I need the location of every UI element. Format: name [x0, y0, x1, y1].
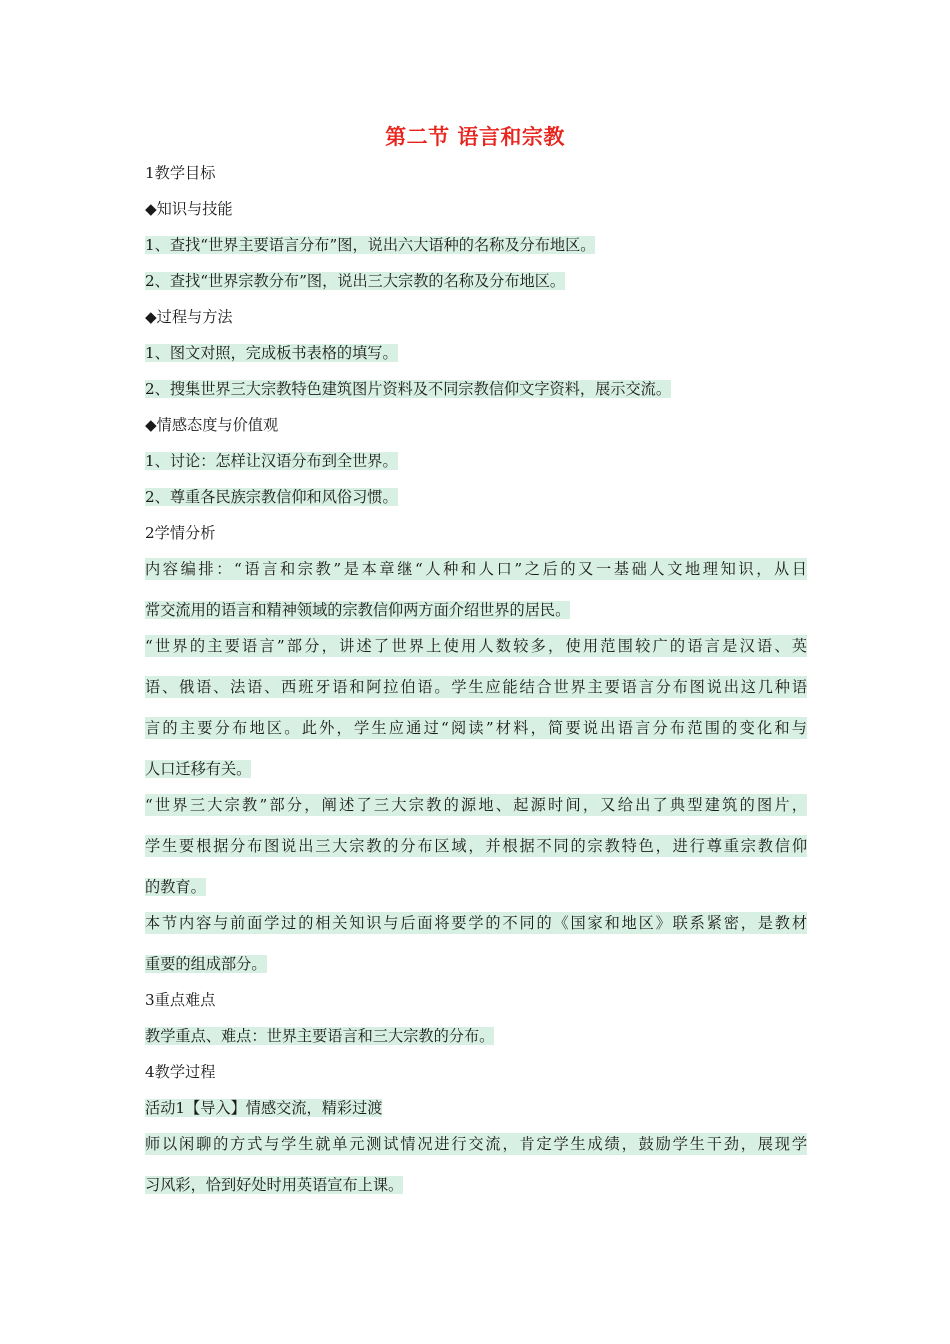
- page-title: 第二节 语言和宗教: [385, 124, 565, 149]
- text-line: 2、查找“世界宗教分布”图，说出三大宗教的名称及分布地区。: [145, 272, 566, 290]
- text-line: 重要的组成部分。: [145, 955, 267, 973]
- text-line: 1、图文对照，完成板书表格的填写。: [145, 344, 398, 362]
- text-line: 学生要根据分布图说出三大宗教的分布区域，并根据不同的宗教特色，进行尊重宗教信仰: [145, 837, 807, 855]
- text-line: 2、尊重各民族宗教信仰和风俗习惯。: [145, 488, 398, 506]
- text-line: 言的主要分布地区。此外，学生应通过“阅读”材料，简要说出语言分布范围的变化和与: [145, 719, 807, 737]
- text-line: 语、俄语、法语、西班牙语和阿拉伯语。学生应能结合世界主要语言分布图说出这几种语: [145, 678, 807, 696]
- text-line: 本节内容与前面学过的相关知识与后面将要学的不同的《国家和地区》联系紧密，是教材: [145, 914, 807, 932]
- subheading-emotion-values: ◆情感态度与价值观: [145, 416, 279, 434]
- section-heading-key-points: 3重点难点: [145, 991, 216, 1009]
- subheading-knowledge-skills: ◆知识与技能: [145, 200, 233, 218]
- text-line: 2、搜集世界三大宗教特色建筑图片资料及不同宗教信仰文字资料，展示交流。: [145, 380, 672, 398]
- section-heading-process: 4教学过程: [145, 1063, 216, 1081]
- text-line: 内容编排：“语言和宗教”是本章继“人种和人口”之后的又一基础人文地理知识，从日: [145, 560, 807, 578]
- text-line: 的教育。: [145, 878, 206, 896]
- text-line: 1、讨论：怎样让汉语分布到全世界。: [145, 452, 398, 470]
- section-heading-objectives: 1教学目标: [145, 164, 216, 182]
- text-line: 教学重点、难点：世界主要语言和三大宗教的分布。: [145, 1027, 495, 1045]
- text-line: “世界三大宗教”部分，阐述了三大宗教的源地、起源时间，又给出了典型建筑的图片，: [145, 796, 807, 814]
- section-heading-analysis: 2学情分析: [145, 524, 216, 542]
- text-line: 人口迁移有关。: [145, 760, 252, 778]
- text-line: 师以闲聊的方式与学生就单元测试情况进行交流，肯定学生成绩，鼓励学生干劲，展现学: [145, 1135, 807, 1153]
- text-line: 1、查找“世界主要语言分布”图，说出六大语种的名称及分布地区。: [145, 236, 596, 254]
- activity-heading: 活动1【导入】情感交流，精彩过渡: [145, 1099, 383, 1117]
- text-line: 常交流用的语言和精神领域的宗教信仰两方面介绍世界的居民。: [145, 601, 571, 619]
- text-line: 习风彩，恰到好处时用英语宣布上课。: [145, 1176, 404, 1194]
- subheading-process-method: ◆过程与方法: [145, 308, 233, 326]
- text-line: “世界的主要语言”部分，讲述了世界上使用人数较多，使用范围较广的语言是汉语、英: [145, 637, 807, 655]
